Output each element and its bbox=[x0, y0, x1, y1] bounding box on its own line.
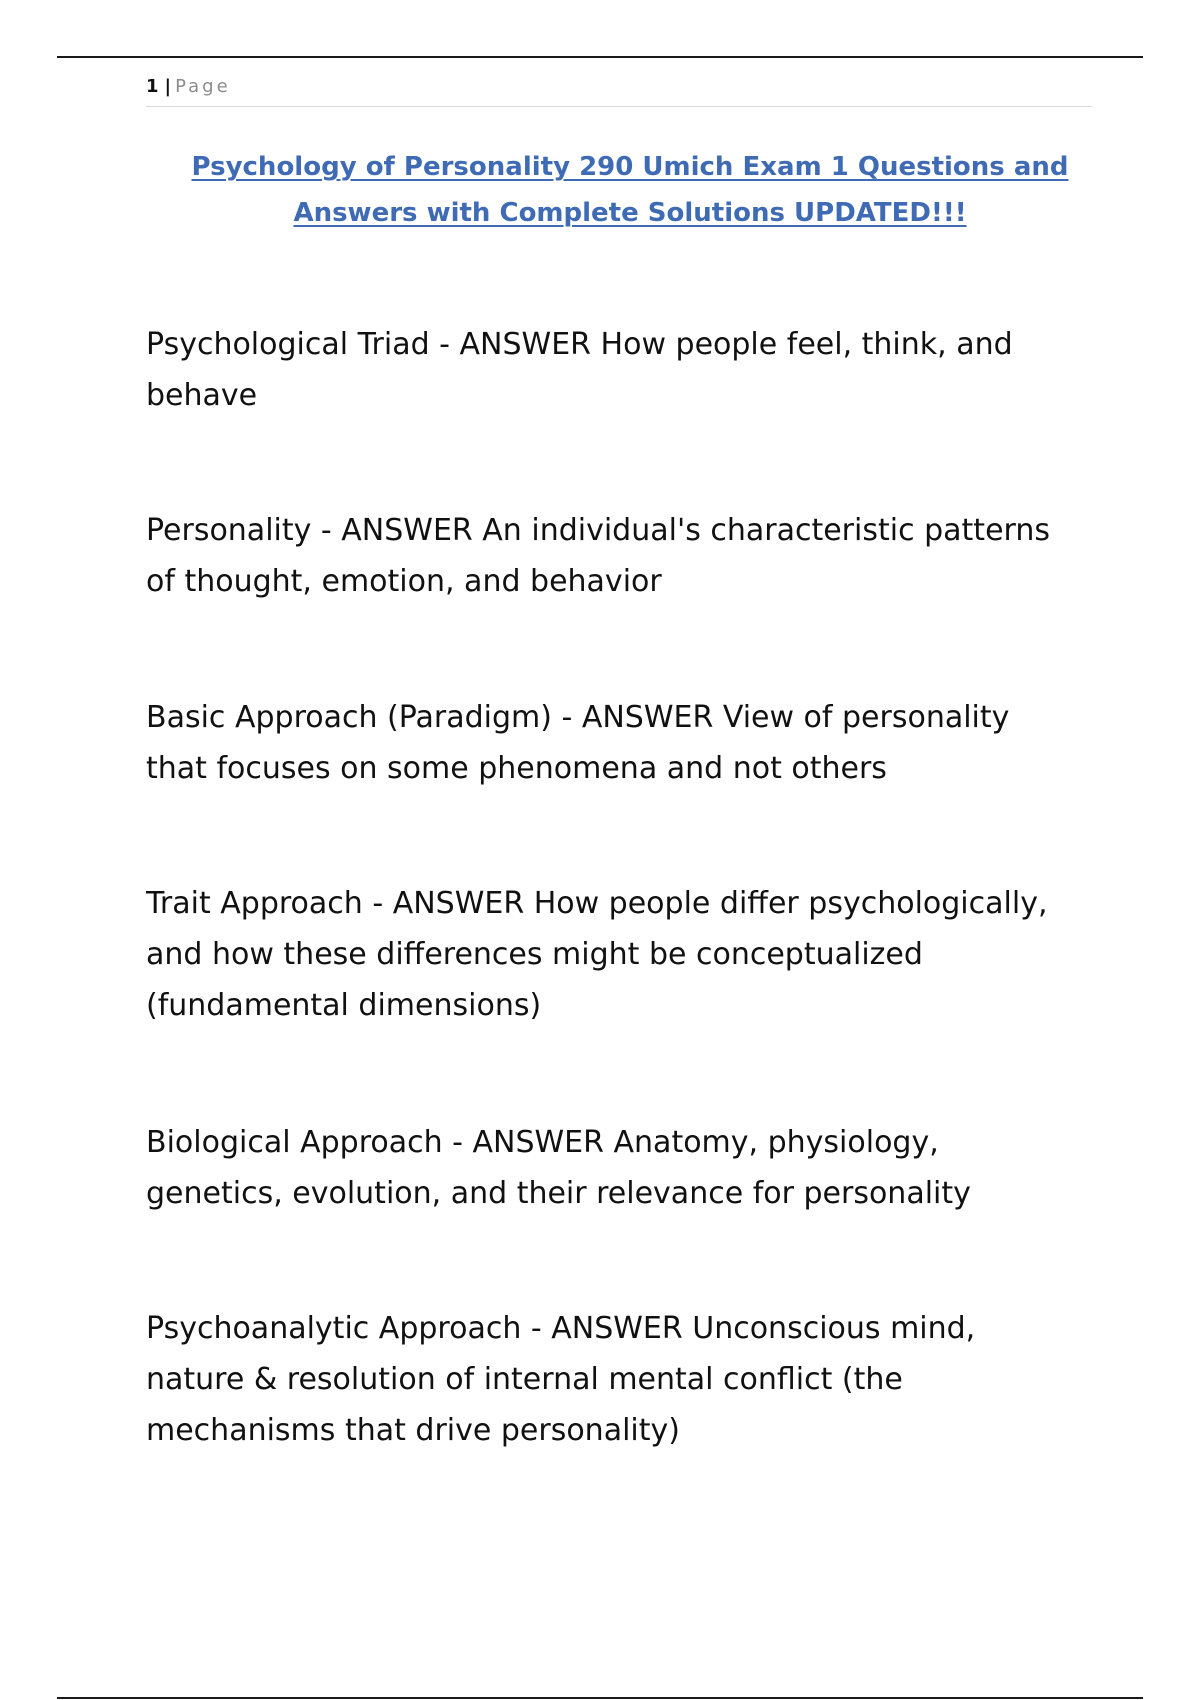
qa-item: Psychological Triad - ANSWER How people feel, think, and behave bbox=[146, 327, 1013, 413]
page-separator: | bbox=[164, 76, 172, 97]
document-title: Psychology of Personality 290 Umich Exam 1 Questions and Answers with Complete Solutions UPDATED!!! bbox=[191, 152, 1069, 228]
page-number: 1 bbox=[146, 76, 159, 97]
qa-item: Psychoanalytic Approach - ANSWER Unconscious mind, nature & resolution of internal mental conflict (the mechanisms that drive personality) bbox=[146, 1311, 976, 1448]
page-header bbox=[146, 74, 1092, 107]
qa-item: Biological Approach - ANSWER Anatomy, physiology, genetics, evolution, and their relevance for personality bbox=[146, 1125, 971, 1211]
qa-item: Trait Approach - ANSWER How people differ psychologically, and how these differences might be conceptualized (fundamental dimensions) bbox=[146, 886, 1048, 1023]
qa-item: Personality - ANSWER An individual's characteristic patterns of thought, emotion, and behavior bbox=[146, 513, 1050, 599]
top-rule bbox=[57, 56, 1143, 58]
page-label: Page bbox=[175, 76, 231, 97]
qa-item: Basic Approach (Paradigm) - ANSWER View of personality that focuses on some phenomena and not others bbox=[146, 700, 1010, 786]
bottom-rule bbox=[57, 1697, 1143, 1699]
